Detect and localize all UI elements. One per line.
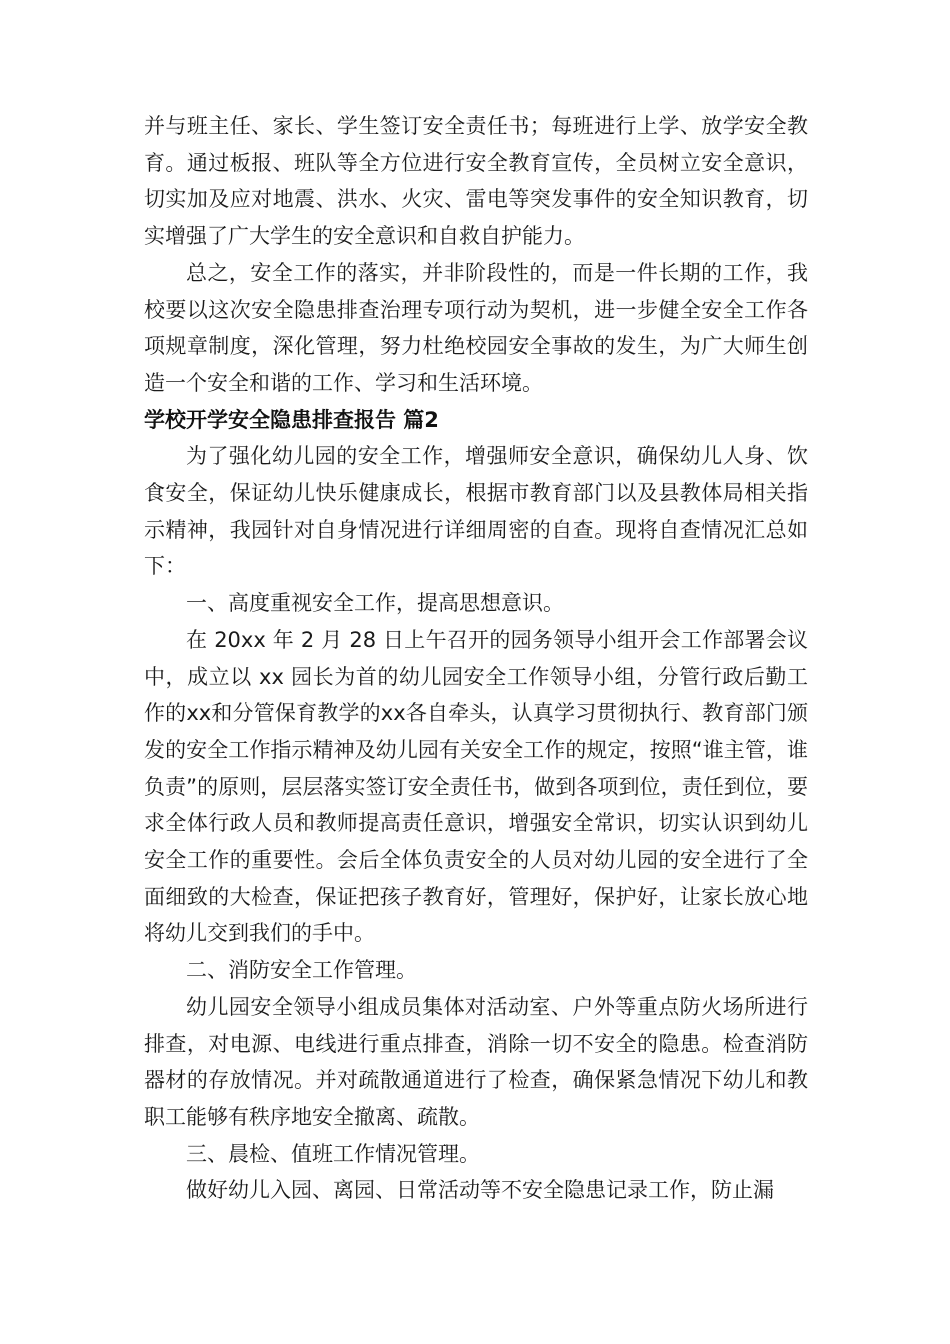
paragraph-continuation: 并与班主任、家长、学生签订安全责任书；每班进行上学、放学安全教育。通过板报、班队等全方位进行安全教育宣传，全员树立安全意识，切实加及应对地震、洪水、火灾、雷电等突发事件的安全知识教育，切实增强了广大学生的安全意识和自救自护能力。: [144, 114, 808, 249]
heading-item-2: 二、消防安全工作管理。: [186, 958, 417, 983]
paragraph-item-3: 做好幼儿入园、离园、日常活动等不安全隐患记录工作，防止漏: [186, 1178, 774, 1203]
paragraph-item-2: 幼儿园安全领导小组成员集体对活动室、户外等重点防火场所进行排查，对电源、电线进行重点排查，消除一切不安全的隐患。检查消防器材的存放情况。并对疏散通道进行了检查，确保紧急情况下幼儿和教职工能够有秩序地安全撤离、疏散。: [144, 994, 808, 1129]
heading-item-3: 三、晨检、值班工作情况管理。: [186, 1141, 480, 1166]
heading-item-1: 一、高度重视安全工作，提高思想意识。: [186, 591, 564, 616]
paragraph-summary: 总之，安全工作的落实，并非阶段性的，而是一件长期的工作，我校要以这次安全隐患排查治理专项行动为契机，进一步健全安全工作各项规章制度，深化管理，努力杜绝校园安全事故的发生，为广大师生创造一个安全和谐的工作、学习和生活环境。: [144, 260, 808, 395]
paragraph-item-1: 在 20xx 年 2 月 28 日上午召开的园务领导小组开会工作部署会议中，成立以 xx 园长为首的幼儿园安全工作领导小组，分管行政后勤工作的xx和分管保育教学的xx各自牵头，认真学习贯彻执行、教育部门颁发的安全工作指示精神及幼儿园有关安全工作的规定，按照“谁主管，谁负责”的原则，层层落实签订安全责任书，做到各项到位，责任到位，要求全体行政人员和教师提高责任意识，增强安全常识，切实认识到幼儿安全工作的重要性。会后全体负责安全的人员对幼儿园的安全进行了全面细致的大检查，保证把孩子教育好，管理好，保护好，让家长放心地将幼儿交到我们的手中。: [144, 627, 808, 946]
document-body: [144, 108, 808, 1209]
paragraph-intro: 为了强化幼儿园的安全工作，增强师安全意识，确保幼儿人身、饮食安全，保证幼儿快乐健康成长，根据市教育部门以及县教体局相关指示精神，我园针对自身情况进行详细周密的自查。现将自查情况汇总如下：: [144, 444, 808, 579]
section-title: 学校开学安全隐患排查报告 篇2: [144, 407, 439, 432]
